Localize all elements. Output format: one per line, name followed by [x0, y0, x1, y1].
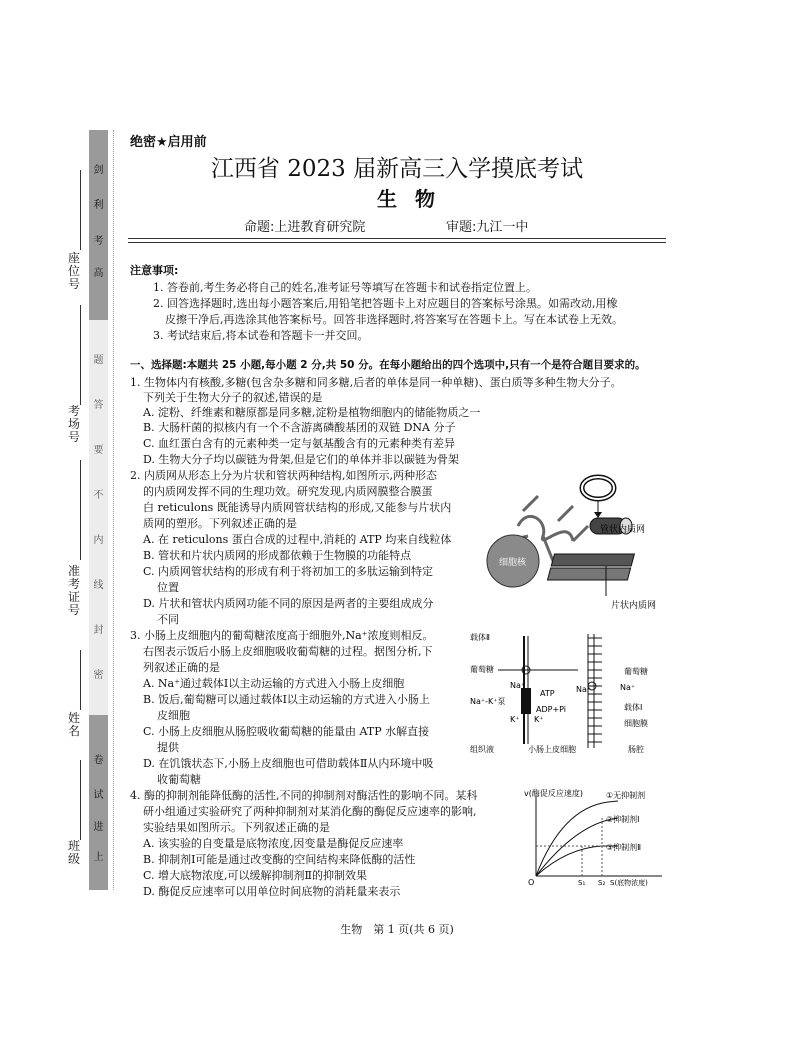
option-b: B. 饭后,葡萄糖可以通过载体Ⅰ以主动运输的方式进入小肠上 — [143, 693, 430, 706]
strip-char: 封 — [93, 625, 104, 636]
option-c-cont: 提供 — [157, 741, 179, 754]
option-b-cont: 皮细胞 — [157, 709, 190, 722]
notice-item: 3. 考试结束后,将本试卷和答题卡一并交回。 — [153, 329, 369, 342]
room-label: 考场号 — [67, 404, 80, 444]
question-stem: 2. 内质网从形态上分为片状和管状两种结构,如图所示,两种形态 — [130, 469, 437, 482]
option-a: A. Na⁺通过载体Ⅰ以主动运输的方式进入小肠上皮细胞 — [143, 677, 405, 690]
tissue-label: 组织液 — [470, 745, 494, 754]
question-stem: 研小组通过实验研究了两种抑制剂对某消化酶的酶促反应速率的影响, — [143, 805, 477, 818]
strip-char: 内 — [93, 535, 104, 546]
strip-mid-block — [89, 320, 108, 715]
strip-char: 进 — [93, 822, 104, 833]
strip-char: 考 — [93, 236, 104, 247]
author-credit: 命题:上进教育研究院 — [244, 220, 366, 235]
carrier1-label: 载体Ⅰ — [624, 703, 643, 712]
option-b: B. 管状和片状内质网的形成都依赖于生物膜的功能特点 — [143, 549, 412, 562]
strip-char: 线 — [93, 580, 104, 591]
notice-heading: 注意事项: — [130, 264, 179, 277]
sheet-label: 片状内质网 — [611, 601, 657, 611]
section-heading: 一、选择题:本题共 25 小题,每小题 2 分,共 50 分。在每小题给出的四个选项中,只有一个是符合题目要求的。 — [130, 359, 646, 371]
option-c: C. 小肠上皮细胞从肠腔吸收葡萄糖的能量由 ATP 水解直接 — [143, 725, 430, 738]
curve-no-inhibitor — [536, 801, 618, 876]
strip-char: 试 — [93, 790, 104, 801]
option-d: D. 生物大分子均以碳链为骨架,但是它们的单体并非以碳链为骨架 — [143, 453, 459, 466]
question-stem: 右图表示饭后小肠上皮细胞吸收葡萄糖的过程。据图分析,下 — [143, 645, 433, 658]
room-field-line[interactable] — [80, 305, 81, 405]
curve-label-1: ①无抑制剂 — [606, 791, 646, 800]
question-stem: 列叙述正确的是 — [143, 661, 220, 674]
er-sheet — [551, 554, 634, 566]
option-d: D. 在饥饿状态下,小肠上皮细胞也可借助载体Ⅱ从内环境中吸 — [143, 757, 434, 770]
x-axis-label: S(底物浓度) — [610, 879, 648, 887]
strip-char: 利 — [93, 200, 104, 211]
adp-label: ADP+Pi — [536, 705, 567, 714]
na-label-2: Na⁺ — [576, 685, 592, 694]
transport-figure — [468, 626, 668, 762]
ticket-field-line[interactable] — [80, 460, 81, 560]
question-stem: 下列关于生物大分子的叙述,错误的是 — [143, 391, 323, 404]
strip-bottom-block — [89, 715, 108, 890]
notice-item: 皮擦干净后,再选涂其他答案标号。回答非选择题时,将答案写在答题卡上。写在本试卷上无效。 — [165, 313, 623, 326]
option-b: B. 抑制剂Ⅰ可能是通过改变酶的空间结构来降低酶的活性 — [143, 853, 416, 866]
strip-char: 高 — [93, 268, 104, 279]
option-c: C. 血红蛋白含有的元素种类一定与氨基酸含有的元素种类有差异 — [143, 437, 456, 450]
strip-char: 答 — [93, 400, 104, 411]
page-footer: 生物 第 1 页(共 6 页) — [340, 923, 454, 936]
lumen-label: 肠腔 — [628, 745, 644, 754]
option-c-cont: 位置 — [157, 581, 179, 594]
option-b: B. 大肠杆菌的拟核内有一个不含游离磷酸基团的双链 DNA 分子 — [143, 421, 456, 434]
er-sheet — [547, 568, 630, 580]
glucose-right-label: 葡萄糖 — [624, 667, 648, 676]
y-axis-label: v(酶促反应速度) — [524, 789, 583, 798]
k-label-2: K⁺ — [534, 715, 544, 724]
header-rule-thin — [128, 242, 666, 243]
question-stem: 3. 小肠上皮细胞内的葡萄糖浓度高于细胞外,Na⁺浓度则相反。 — [130, 629, 434, 642]
kinetics-figure — [522, 788, 668, 888]
er-figure — [478, 466, 668, 616]
membrane-label: 细胞膜 — [624, 719, 648, 728]
notice-item: 1. 答卷前,考生务必将自己的姓名,准考证号等填写在答题卡和试卷指定位置上。 — [153, 281, 537, 294]
question-stem: 4. 酶的抑制剂能降低酶的活性,不同的抑制剂对酶活性的影响不同。某科 — [130, 789, 478, 802]
option-c: C. 内质网管状结构的形成有利于将初加工的多肽运输到特定 — [143, 565, 434, 578]
strip-char: 不 — [93, 490, 104, 501]
tubular-label: 管状内质网 — [600, 525, 646, 535]
curve-label-2: ②抑制剂Ⅰ — [606, 815, 640, 824]
option-a: A. 淀粉、纤维素和糖原都是同多糖,淀粉是植物细胞内的储能物质之一 — [143, 406, 481, 419]
name-label: 姓名 — [67, 711, 80, 738]
option-d: D. 片状和管状内质网功能不同的原因是两者的主要组成成分 — [143, 597, 434, 610]
notice-item: 2. 回答选择题时,选出每小题答案后,用铅笔把答题卡上对应题目的答案标号涂黑。如需改动,用橡 — [153, 297, 618, 310]
question-stem: 的内质网发挥不同的生理功效。研究发现,内质网膜整合膜蛋 — [143, 485, 433, 498]
option-d-cont: 收葡萄糖 — [157, 773, 201, 786]
atp-label: ATP — [540, 689, 555, 698]
seat-label: 座位号 — [67, 251, 80, 291]
confidential-mark: 绝密★启用前 — [130, 135, 207, 150]
strip-char: 剑 — [93, 165, 104, 176]
strip-char: 上 — [93, 852, 104, 863]
strip-char: 要 — [93, 445, 104, 456]
ticket-label: 准考证号 — [67, 564, 80, 617]
option-c: C. 增大底物浓度,可以缓解抑制剂Ⅱ的抑制效果 — [143, 869, 367, 882]
question-stem: 实验结果如图所示。下列叙述正确的是 — [143, 821, 330, 834]
carrier2-label: 载体Ⅱ — [470, 633, 490, 642]
s1-label: S₁ — [578, 879, 586, 887]
subject-title: 生物 — [377, 187, 453, 211]
header-rule — [128, 238, 666, 239]
arrow-head — [594, 512, 602, 518]
reviewer-credit: 审题:九江一中 — [446, 220, 529, 235]
glucose-left-label: 葡萄糖 — [470, 665, 494, 674]
question-stem: 白 reticulons 既能诱导内质网管状结构的形成,又能参与片状内 — [143, 501, 452, 514]
question-stem: 1. 生物体内有核酸,多糖(包含杂多糖和同多糖,后者的单体是同一种单糖)、蛋白质等多种生物大分子。 — [130, 376, 622, 389]
pump-label: Na⁺-K⁺泵 — [470, 697, 506, 706]
s2-label: S₂ — [598, 879, 606, 887]
nucleus-label: 细胞核 — [499, 558, 527, 568]
class-label: 班级 — [67, 839, 80, 866]
cell-label: 小肠上皮细胞 — [528, 745, 576, 754]
exam-title: 江西省 2023 届新高三入学摸底考试 — [210, 156, 584, 182]
na-label-3: Na⁺ — [620, 683, 636, 692]
strip-char: 卷 — [93, 755, 104, 766]
option-d-cont: 不同 — [157, 613, 179, 626]
option-a: A. 该实验的自变量是底物浓度,因变量是酶促反应速率 — [143, 837, 404, 850]
cut-line — [113, 130, 114, 890]
option-a: A. 在 reticulons 蛋白合成的过程中,消耗的 ATP 均来自线粒体 — [143, 533, 452, 546]
strip-char: 密 — [93, 670, 104, 681]
curve-label-3: ③抑制剂Ⅱ — [606, 843, 642, 852]
origin-label: O — [528, 878, 535, 887]
er-ring-inner — [582, 477, 614, 499]
na-label: Na⁺ — [510, 681, 526, 690]
question-stem: 质网的塑形。下列叙述正确的是 — [143, 517, 297, 530]
pump-shape — [521, 688, 531, 714]
k-label: K⁺ — [510, 715, 520, 724]
class-field-line[interactable] — [80, 760, 81, 840]
name-field-line[interactable] — [80, 650, 81, 710]
option-d: D. 酶促反应速率可以用单位时间底物的消耗量来表示 — [143, 885, 401, 898]
strip-char: 题 — [93, 355, 104, 366]
